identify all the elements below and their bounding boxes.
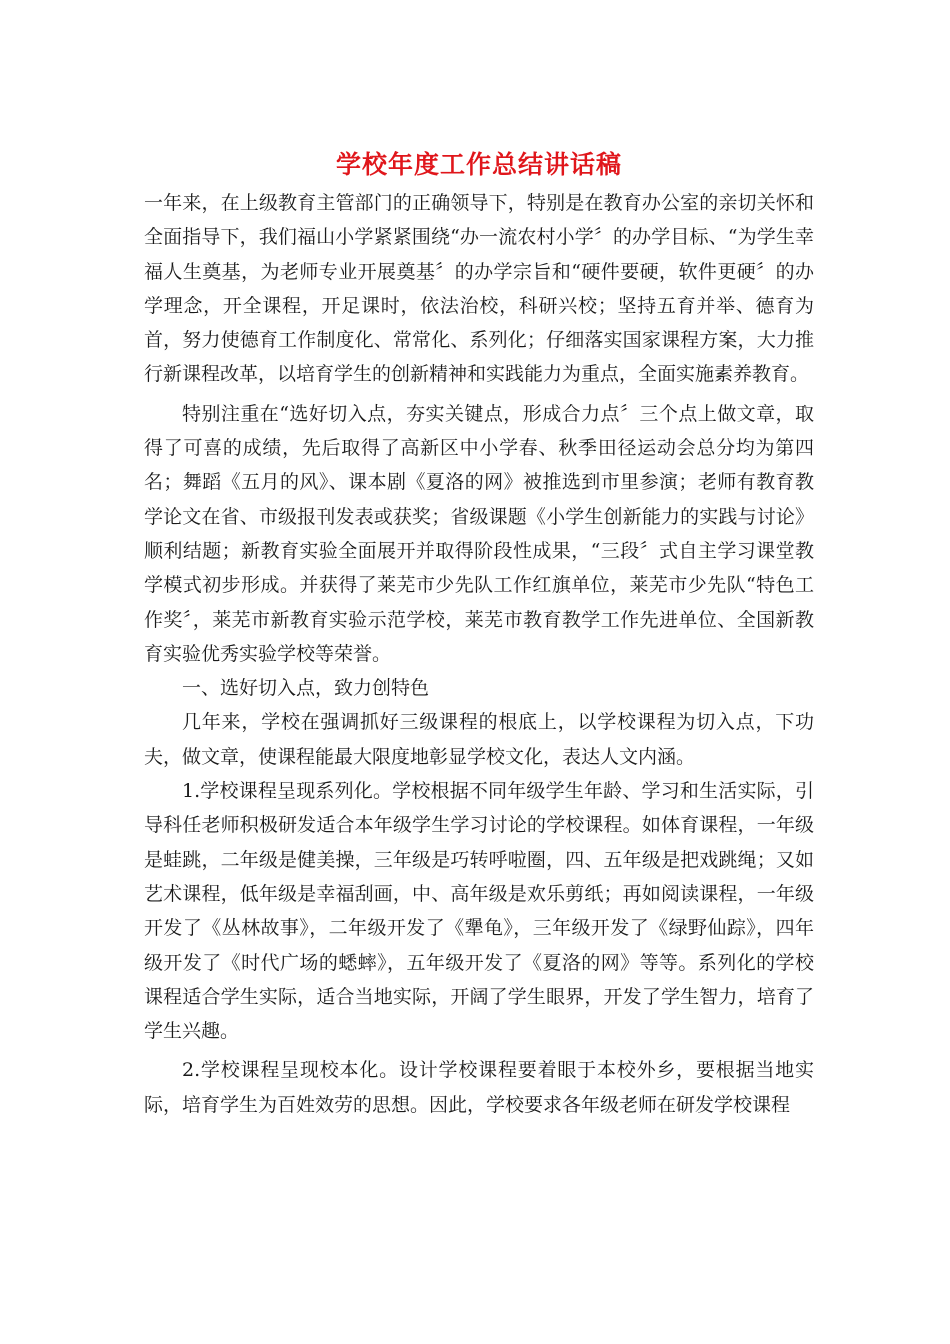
paragraph-intro: 一年来，在上级教育主管部门的正确领导下，特别是在教育办公室的亲切关怀和全面指导下，我们福山小学紧紧围绕“办一流农村小学〞的办学目标、“为学生幸福人生奠基，为老师专业开展奠基〞的办学宗旨和“硬件要硬，软件更硬〞的办学理念，开全课程，开足课时，依法治校，科研兴校；坚持五育并举、德育为首，努力使德育工作制度化、常常化、系列化；仔细落实国家课程方案，大力推行新课程改革，以培育学生的创新精神和实践能力为重点，全面实施素养教育。 [144, 192, 814, 386]
paragraph-achievements: 特别注重在“选好切入点，夯实关键点，形成合力点〞三个点上做文章，取得了可喜的成绩，先后取得了高新区中小学春、秋季田径运动会总分均为第四名；舞蹈《五月的风》、课本剧《夏洛的网》被推选到市里参演；老师有教育教学论文在省、市级报刊发表或获奖；省级课题《小学生创新能力的实践与讨论》顺利结题；新教育实验全面展开并取得阶段性成果，“三段〞式自主学习课堂教学模式初步形成。并获得了莱芜市少先队工作红旗单位，莱芜市少先队“特色工作奖〞，莱芜市新教育实验示范学校，莱芜市教育教学工作先进单位、全国新教育实验优秀实验学校等荣誉。 [144, 402, 814, 665]
paragraph-item-1: 1.学校课程呈现系列化。学校根据不同年级学生年龄、学习和生活实际，引导科任老师积极研发适合本年级学生学习讨论的学校课程。如体育课程，一年级是蛙跳，二年级是健美操，三年级是巧转呼啦圈，四、五年级是把戏跳绳；又如艺术课程，低年级是幸福刮画，中、高年级是欢乐剪纸；再如阅读课程，一年级开发了《丛林故事》，二年级开发了《犟龟》，三年级开发了《绿野仙踪》，四年级开发了《时代广场的蟋蟀》，五年级开发了《夏洛的网》等等。系列化的学校课程适合学生实际，适合当地实际，开阔了学生眼界，开发了学生智力，培育了学生兴趣。 [144, 780, 814, 1043]
paragraph-section-1-intro: 几年来，学校在强调抓好三级课程的根底上，以学校课程为切入点，下功夫，做文章，使课程能最大限度地彰显学校文化，表达人文内涵。 [144, 711, 814, 768]
section-heading-1: 一、选好切入点，致力创特色 [182, 677, 430, 700]
document-page [144, 148, 814, 1122]
paragraph-item-2: 2.学校课程呈现校本化。设计学校课程要着眼于本校外乡，要根据当地实际，培育学生为百姓效劳的思想。因此，学校要求各年级老师在研发学校课程 [144, 1059, 814, 1116]
document-title: 学校年度工作总结讲话稿 [335, 150, 622, 179]
